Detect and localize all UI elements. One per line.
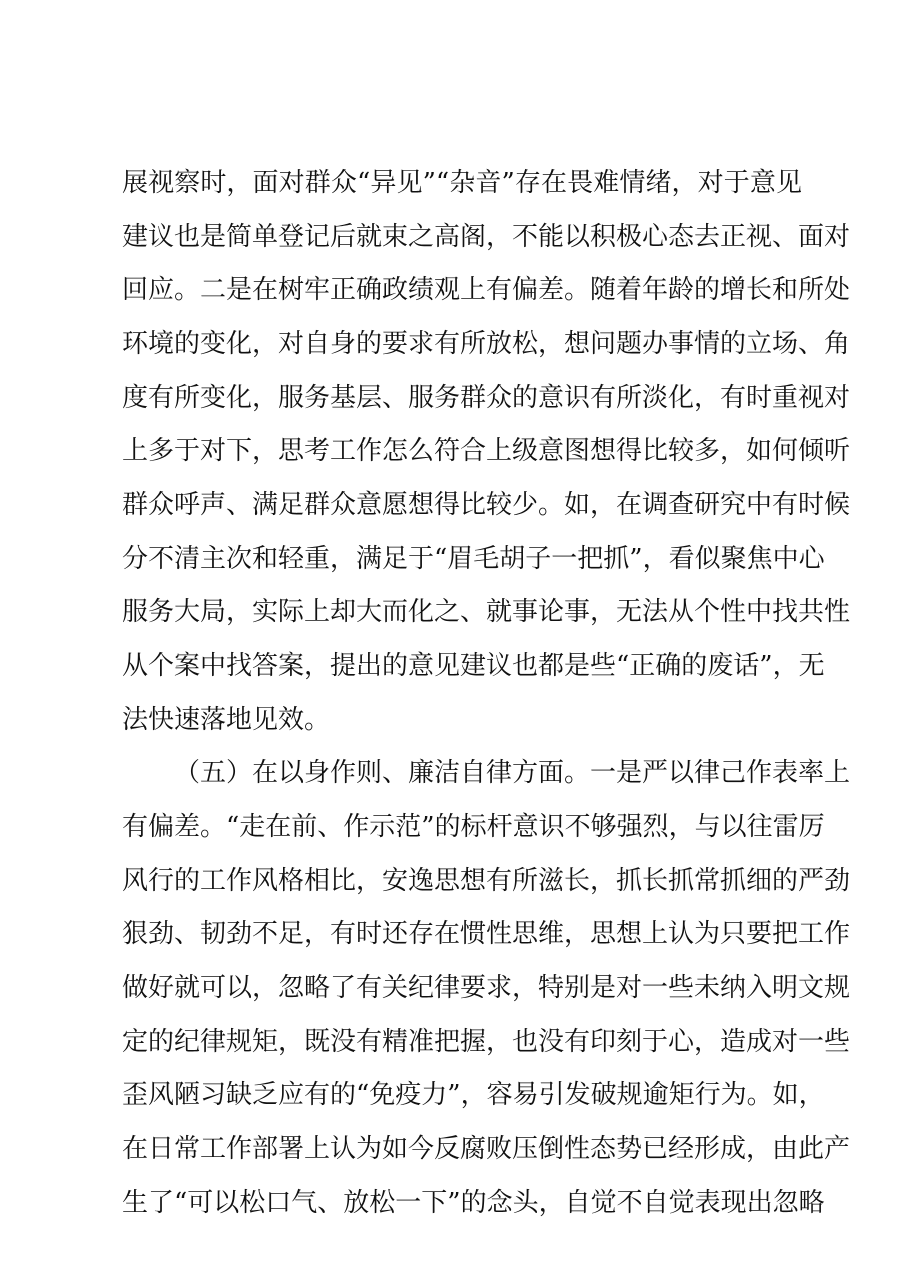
text-line: 狠劲、韧劲不足，有时还存在惯性思维，思想上认为只要把工作 [122,919,851,949]
text-line: 风行的工作风格相比，安逸思想有所滋长，抓长抓常抓细的严劲 [122,866,851,896]
text-line: 做好就可以，忽略了有关纪律要求，特别是对一些未纳入明文规 [122,973,851,1003]
text-line: 环境的变化，对自身的要求有所放松，想问题办事情的立场、角 [122,329,851,359]
text-line: 有偏差。“走在前、作示范”的标杆意识不够强烈，与以往雷厉 [122,812,825,842]
text-line: 度有所变化，服务基层、服务群众的意识有所淡化，有时重视对 [122,383,851,413]
text-line: 回应。二是在树牢正确政绩观上有偏差。随着年龄的增长和所处 [122,275,851,305]
text-line: 服务大局，实际上却大而化之、就事论事，无法从个性中找共性 [122,597,851,627]
text-line: 定的纪律规矩，既没有精准把握，也没有印刻于心，造成对一些 [122,1027,851,1057]
text-line: 群众呼声、满足群众意愿想得比较少。如，在调查研究中有时候 [122,490,851,520]
section-heading-line: （五）在以身作则、廉洁自律方面。一是严以律己作表率上 [174,758,851,788]
text-line: 从个案中找答案，提出的意见建议也都是些“正确的废话”，无 [122,651,825,681]
text-line: 上多于对下，思考工作怎么符合上级意图想得比较多，如何倾听 [122,436,851,466]
text-line: 生了“可以松口气、放松一下”的念头，自觉不自觉表现出忽略 [122,1188,825,1218]
text-line: 分不清主次和轻重，满足于“眉毛胡子一把抓”，看似聚焦中心 [122,544,825,574]
text-line: 建议也是简单登记后就束之高阁，不能以积极心态去正视、面对 [122,222,851,252]
text-line: 法快速落地见效。 [122,705,331,735]
text-line: 在日常工作部署上认为如今反腐败压倒性态势已经形成，由此产 [122,1134,851,1164]
text-line: 展视察时，面对群众“异见”“杂音”存在畏难情绪，对于意见 [122,168,802,198]
text-line: 歪风陋习缺乏应有的“免疫力”，容易引发破规逾矩行为。如， [122,1080,825,1110]
